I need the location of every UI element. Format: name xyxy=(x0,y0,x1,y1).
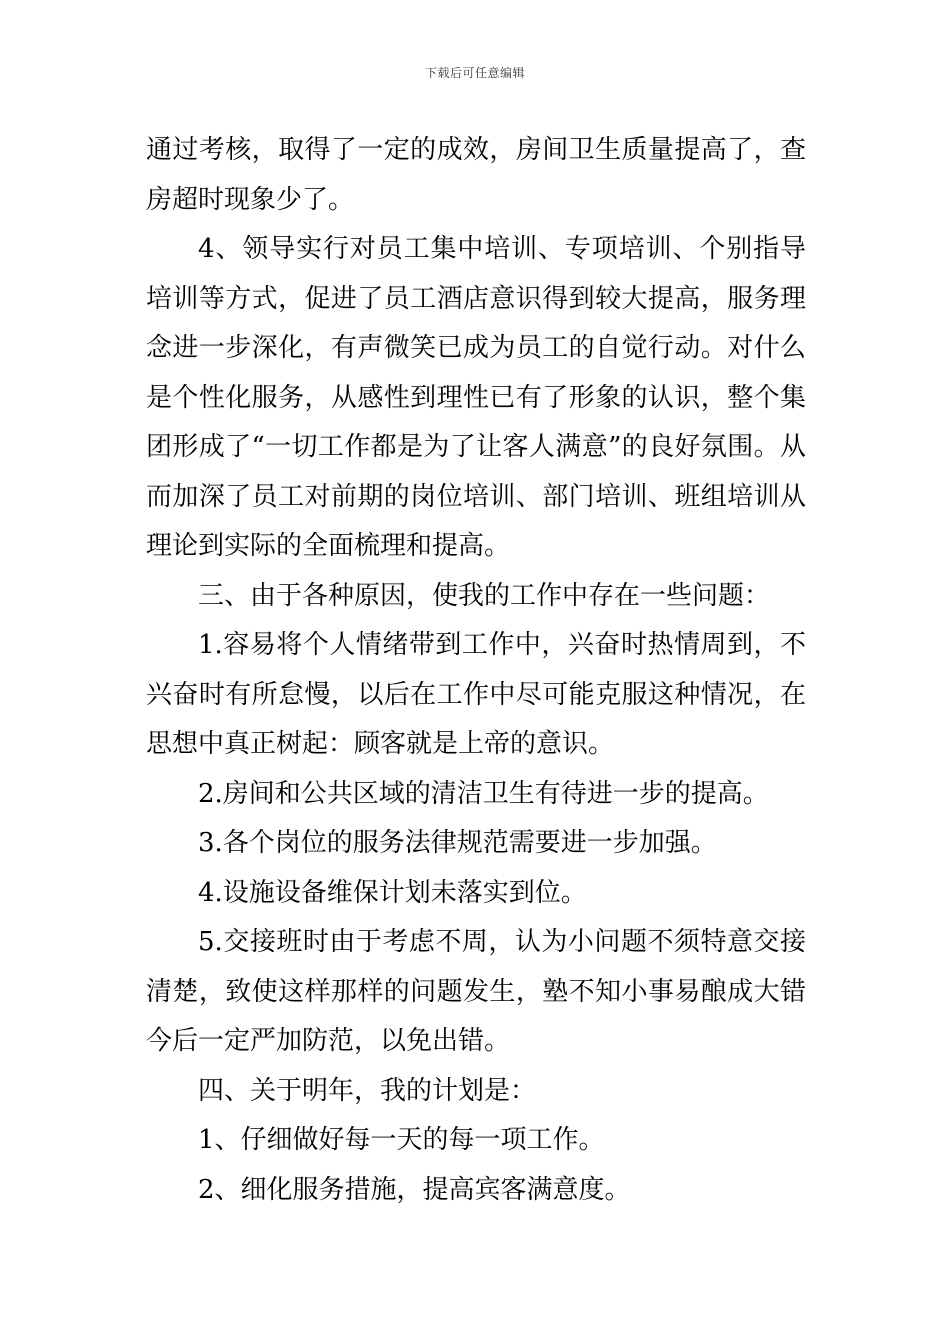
problem-item-1: 1.容易将个人情绪带到工作中，兴奋时热情周到，不兴奋时有所怠慢，以后在工作中尽可能克服这种情况，在思想中真正树起：顾客就是上帝的意识。 xyxy=(146,630,806,759)
problem-item-3: 3.各个岗位的服务法律规范需要进一步加强。 xyxy=(198,828,717,858)
plan-item-2: 2、细化服务措施，提高宾客满意度。 xyxy=(198,1174,631,1205)
problem-item-2: 2.房间和公共区域的清洁卫生有待进一步的提高。 xyxy=(198,778,769,809)
page-header: 下载后可任意编辑 xyxy=(424,66,525,80)
paragraph-continuation: 通过考核，取得了一定的成效，房间卫生质量提高了，查房超时现象少了。 xyxy=(146,135,806,215)
document-body xyxy=(146,126,806,1215)
section-heading-plan: 四、关于明年，我的计划是： xyxy=(198,1075,537,1106)
paragraph-training: 4、领导实行对员工集中培训、专项培训、个别指导培训等方式，促进了员工酒店意识得到较大提高，服务理念进一步深化，有声微笑已成为员工的自觉行动。对什么是个性化服务，从感性到理性已有了形象的认识，整个集团形成了“一切工作都是为了让客人满意”的良好氛围。从而加深了员工对前期的岗位培训、部门培训、班组培训从理论到实际的全面梳理和提高。 xyxy=(146,234,806,561)
problem-item-5: 5.交接班时由于考虑不周，认为小问题不须特意交接清楚，致使这样那样的问题发生，塾不知小事易酿成大错今后一定严加防范，以免出错。 xyxy=(146,927,806,1056)
plan-item-1: 1、仔细做好每一天的每一项工作。 xyxy=(198,1125,605,1155)
section-heading-problems: 三、由于各种原因，使我的工作中存在一些问题： xyxy=(198,580,771,611)
problem-item-4: 4.设施设备维保计划未落实到位。 xyxy=(198,877,587,908)
